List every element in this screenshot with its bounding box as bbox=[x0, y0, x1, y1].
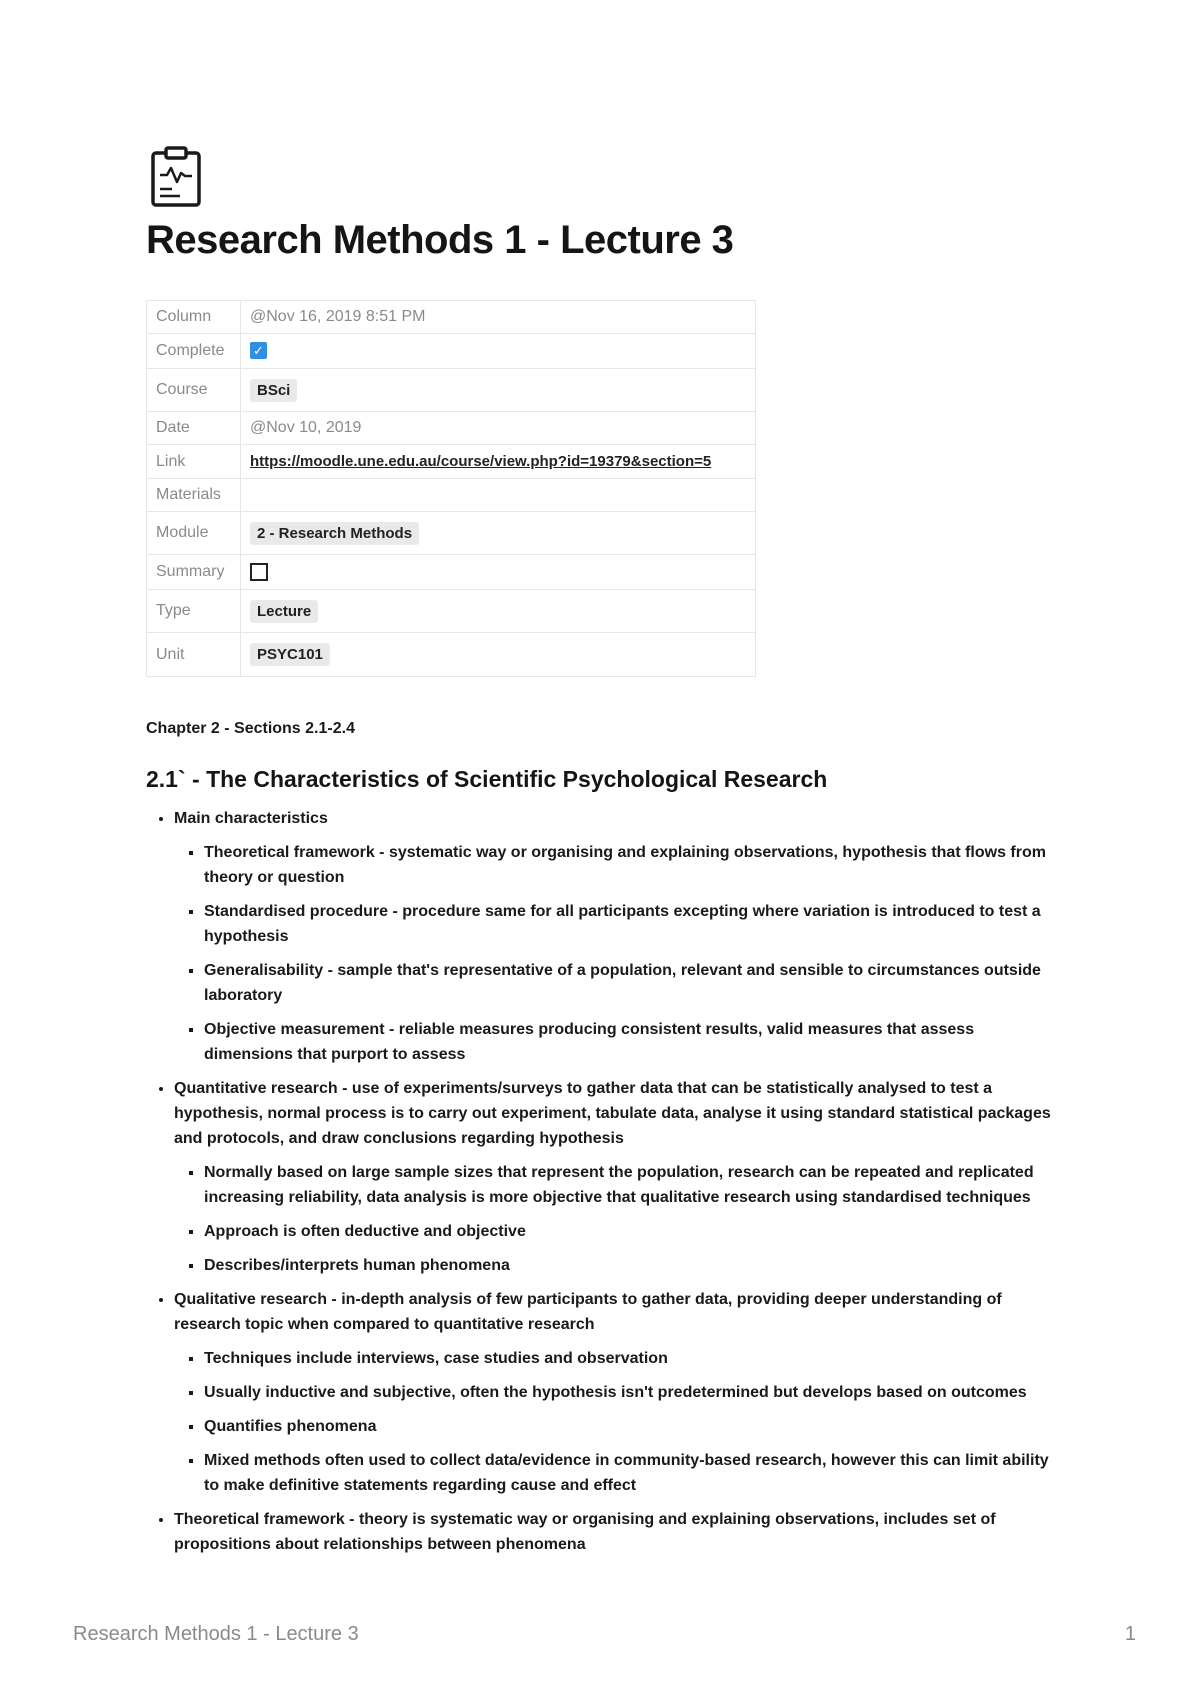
moodle-link[interactable]: https://moodle.une.edu.au/course/view.php?id=19379&section=5 bbox=[250, 452, 712, 470]
page-title: Research Methods 1 - Lecture 3 bbox=[146, 218, 734, 262]
property-value-materials bbox=[241, 479, 756, 512]
property-key: Column bbox=[147, 301, 241, 334]
list-item: ▪ Usually inductive and subjective, often the hypothesis isn't predetermined but develops based on outcomes bbox=[204, 1380, 1066, 1405]
list-item: ▪ Techniques include interviews, case studies and observation bbox=[204, 1346, 1066, 1371]
notes-content bbox=[146, 806, 1066, 1565]
checkbox-empty-icon[interactable] bbox=[250, 563, 268, 581]
property-row-summary bbox=[147, 555, 756, 590]
footer-page-number: 1 bbox=[1124, 1623, 1136, 1645]
bullet-text: Quantitative research - use of experiments/surveys to gather data that can be statistically analysed to test a hypothesis, normal process is to carry out experiment, tabulate data, analyse it using standard statistical packages and protocols, and draw conclusions regarding hypothesis bbox=[174, 1080, 1051, 1147]
properties-table bbox=[146, 300, 756, 677]
unit-tag[interactable]: PSYC101 bbox=[250, 643, 330, 666]
bullet-text: Theoretical framework - theory is systematic way or organising and explaining observations, includes set of propositions about relationships between phenomena bbox=[174, 1511, 996, 1553]
list-item: ▪ Describes/interprets human phenomena bbox=[204, 1253, 1066, 1278]
type-tag[interactable]: Lecture bbox=[250, 600, 318, 623]
list-item bbox=[174, 1076, 1066, 1278]
course-tag[interactable]: BSci bbox=[250, 379, 297, 402]
bullet-text: Main characteristics bbox=[174, 810, 328, 827]
property-key: Unit bbox=[147, 633, 241, 677]
property-key: Date bbox=[147, 412, 241, 445]
property-row-materials bbox=[147, 479, 756, 512]
property-row-date bbox=[147, 412, 756, 445]
section-heading: 2.1` - The Characteristics of Scientific Psychological Research bbox=[146, 766, 828, 792]
list-item: ▪ Theoretical framework - systematic way or organising and explaining observations, hypothesis that flows from theory or question bbox=[204, 840, 1066, 890]
clipboard-icon bbox=[150, 145, 202, 207]
property-key: Materials bbox=[147, 479, 241, 512]
sub-bullet-list bbox=[174, 840, 1066, 1067]
list-item: ▪ Objective measurement - reliable measures producing consistent results, valid measures that assess dimensions that purport to assess bbox=[204, 1017, 1066, 1067]
property-value-column: @Nov 16, 2019 8:51 PM bbox=[241, 301, 756, 334]
list-item bbox=[174, 806, 1066, 1067]
property-row-unit bbox=[147, 633, 756, 677]
property-key: Complete bbox=[147, 334, 241, 369]
footer-title: Research Methods 1 - Lecture 3 bbox=[73, 1623, 359, 1645]
list-item bbox=[174, 1287, 1066, 1498]
property-key: Type bbox=[147, 590, 241, 633]
sub-bullet-list bbox=[174, 1346, 1066, 1498]
property-row-module bbox=[147, 512, 756, 555]
property-key: Link bbox=[147, 445, 241, 479]
checkbox-checked-icon[interactable]: ✓ bbox=[250, 342, 267, 359]
bullet-list bbox=[146, 806, 1066, 1557]
property-row-complete bbox=[147, 334, 756, 369]
property-row-course bbox=[147, 369, 756, 412]
list-item bbox=[174, 1507, 1066, 1557]
list-item: ▪ Generalisability - sample that's representative of a population, relevant and sensible to circumstances outside laboratory bbox=[204, 958, 1066, 1008]
module-tag[interactable]: 2 - Research Methods bbox=[250, 522, 419, 545]
list-item: ▪ Normally based on large sample sizes that represent the population, research can be repeated and replicated increasing reliability, data analysis is more objective that qualitative research using standardised techniques bbox=[204, 1160, 1066, 1210]
property-key: Summary bbox=[147, 555, 241, 590]
list-item: ▪ Quantifies phenomena bbox=[204, 1414, 1066, 1439]
list-item: ▪ Approach is often deductive and objective bbox=[204, 1219, 1066, 1244]
chapter-reference: Chapter 2 - Sections 2.1-2.4 bbox=[146, 720, 355, 737]
property-key: Module bbox=[147, 512, 241, 555]
list-item: ▪ Standardised procedure - procedure same for all participants excepting where variation is introduced to test a hypothesis bbox=[204, 899, 1066, 949]
property-key: Course bbox=[147, 369, 241, 412]
bullet-text: Qualitative research - in-depth analysis of few participants to gather data, providing deeper understanding of research topic when compared to quantitative research bbox=[174, 1291, 1002, 1333]
property-row-type bbox=[147, 590, 756, 633]
property-value-date: @Nov 10, 2019 bbox=[241, 412, 756, 445]
list-item: ▪ Mixed methods often used to collect data/evidence in community-based research, however this can limit ability to make definitive statements regarding cause and effect bbox=[204, 1448, 1066, 1498]
property-row-column bbox=[147, 301, 756, 334]
property-row-link bbox=[147, 445, 756, 479]
sub-bullet-list bbox=[174, 1160, 1066, 1278]
